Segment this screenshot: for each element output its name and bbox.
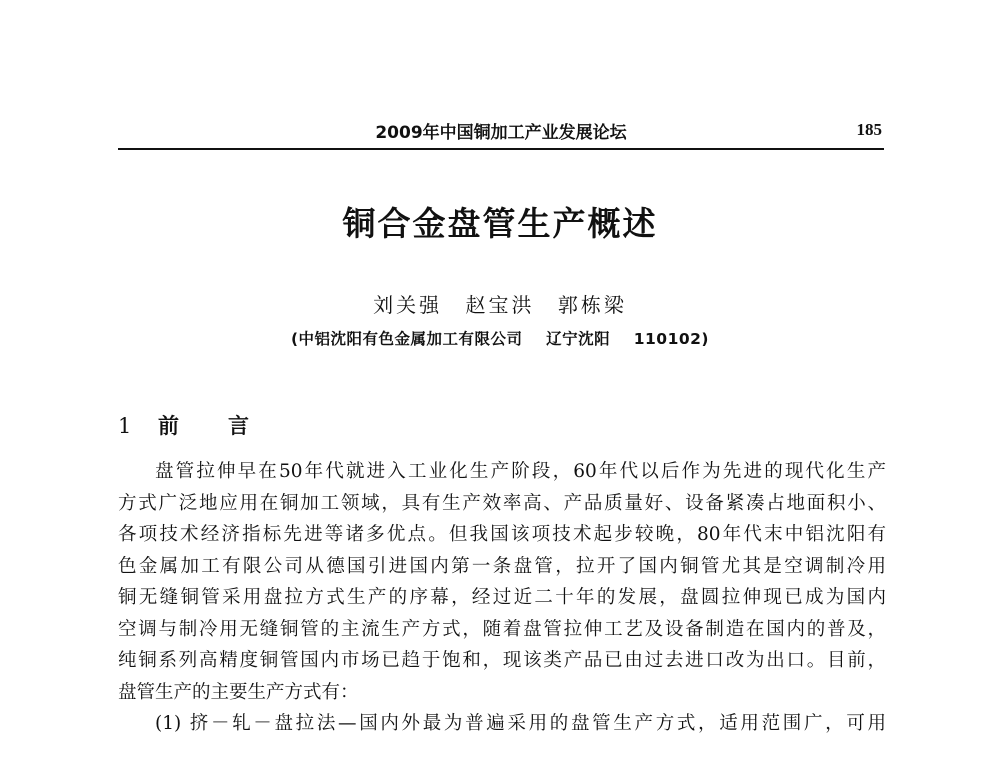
- page-number: 185: [856, 120, 882, 139]
- section-title-part1: 前: [158, 413, 179, 438]
- body-line: 各项技术经济指标先进等诸多优点。但我国该项技术起步较晚，80年代末中铝沈阳有: [118, 524, 886, 545]
- body-paragraph: [118, 456, 886, 740]
- body-line: 色金属加工有限公司从德国引进国内第一条盘管，拉开了国内铜管尤其是空调制冷用: [118, 555, 886, 577]
- article-affiliation: (中铝沈阳有色金属加工有限公司 辽宁沈阳 110102): [290, 330, 710, 348]
- running-header-title: 2009年中国铜加工产业发展论坛: [375, 123, 627, 143]
- section-heading: [118, 410, 249, 440]
- header-rule: [118, 148, 884, 150]
- body-line: 盘管拉伸早在50年代就进入工业化生产阶段，60年代以后作为先进的现代化生产: [155, 461, 886, 482]
- running-header: [118, 118, 884, 148]
- section-title-part2: 言: [228, 413, 249, 438]
- body-line: 方式广泛地应用在铜加工领域，具有生产效率高、产品质量好、设备紧凑占地面积小、: [118, 492, 886, 514]
- article-authors: 刘关强 赵宝洪 郭栋梁: [373, 293, 627, 317]
- body-line: 纯铜系列高精度铜管国内市场已趋于饱和，现该类产品已由过去进口改为出口。目前，: [118, 650, 886, 671]
- body-line: 铜无缝铜管采用盘拉方式生产的序幕，经过近二十年的发展，盘圆拉伸现已成为国内: [118, 587, 886, 608]
- body-line: 盘管生产的主要生产方式有：: [118, 681, 359, 703]
- body-line: 空调与制冷用无缝铜管的主流生产方式，随着盘管拉伸工艺及设备制造在国内的普及，: [118, 618, 886, 640]
- body-line: (1) 挤－轧－盘拉法—国内外最为普遍采用的盘管生产方式，适用范围广，可用: [155, 713, 886, 734]
- section-number: 1: [118, 414, 132, 438]
- article-title: 铜合金盘管生产概述: [342, 204, 658, 243]
